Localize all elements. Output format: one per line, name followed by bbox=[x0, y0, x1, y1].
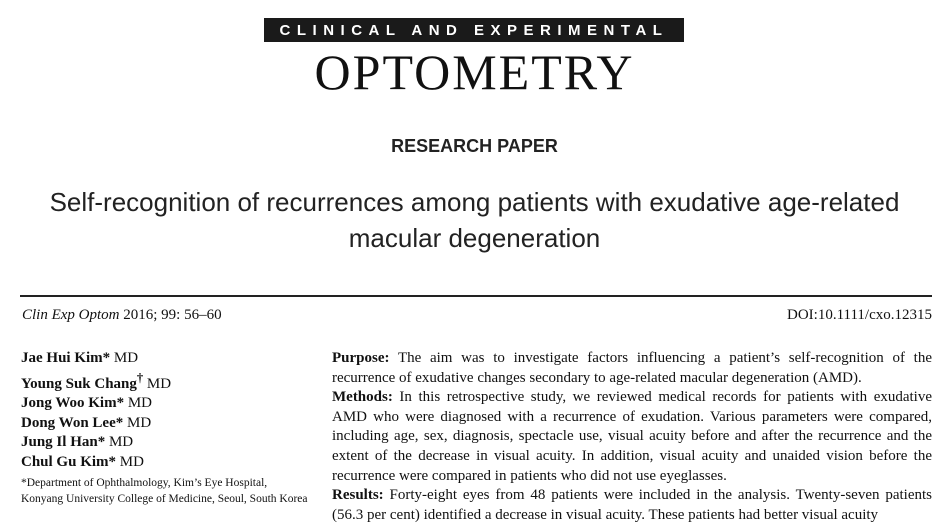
paper-title bbox=[0, 184, 949, 256]
author bbox=[21, 433, 321, 453]
author-name: Jung Il Han bbox=[21, 434, 98, 450]
citation bbox=[22, 307, 222, 324]
abstract-results bbox=[332, 486, 932, 525]
author-degree: MD bbox=[116, 453, 144, 470]
author-mark: * bbox=[108, 453, 117, 470]
author-mark: * bbox=[102, 350, 111, 366]
citation-journal: Clin Exp Optom bbox=[22, 307, 120, 323]
paper-title-line2: macular degeneration bbox=[348, 223, 601, 253]
author-list bbox=[21, 349, 321, 507]
author bbox=[21, 414, 321, 434]
abstract-methods bbox=[332, 388, 932, 486]
author-mark: † bbox=[136, 370, 144, 385]
author-name: Jong Woo Kim bbox=[21, 395, 117, 411]
author bbox=[21, 369, 321, 395]
author-mark: * bbox=[115, 414, 124, 431]
methods-heading: Methods: bbox=[332, 389, 393, 406]
author bbox=[21, 453, 321, 473]
author-name: Chul Gu Kim bbox=[21, 453, 109, 470]
purpose-heading: Purpose: bbox=[332, 350, 390, 366]
author-mark: * bbox=[97, 434, 106, 450]
author-mark: * bbox=[116, 395, 125, 411]
author-name: Dong Won Lee bbox=[21, 414, 116, 431]
methods-text: In this retrospective study, we reviewed medical records for patients with exudative AMD who were diagnosed with a recurrence of exudation. Various parameters were compared, including age, sex, diagnosis, spectacle use, visual acuity before and after the recurrence and the extent of the decrease in visual acuity. In addition, visual acuity and unaided vision before the recurrence were compared in patients who did not use eyeglasses. bbox=[332, 389, 932, 484]
results-text: Forty-eight eyes from 48 patients were included in the analysis. Twenty-seven patients (56.3 per cent) identified a decrease in visual acuity. These patients had better visual acuity bbox=[332, 487, 932, 523]
doi-link[interactable]: DOI:10.1111/cxo.12315 bbox=[787, 307, 932, 323]
author-degree: MD bbox=[143, 375, 172, 392]
author-name: Young Suk Chang bbox=[21, 375, 137, 392]
author-degree: MD bbox=[110, 350, 139, 366]
header-rule bbox=[20, 295, 932, 297]
author-degree: MD bbox=[105, 434, 134, 450]
purpose-text: The aim was to investigate factors influencing a patient’s self-recognition of the recurrence of exudative changes secondary to age-related macular degeneration (AMD). bbox=[332, 350, 932, 386]
abstract bbox=[332, 349, 932, 525]
results-heading: Results: bbox=[332, 487, 384, 504]
author-name: Jae Hui Kim bbox=[21, 350, 103, 366]
author bbox=[21, 394, 321, 414]
author bbox=[21, 349, 321, 369]
section-label: RESEARCH PAPER bbox=[391, 136, 558, 156]
paper-title-line1: Self-recognition of recurrences among patients with exudative age-related bbox=[49, 187, 900, 217]
author-degree: MD bbox=[124, 395, 152, 411]
citation-details: 2016; 99: 56–60 bbox=[119, 307, 222, 323]
journal-band: CLINICAL AND EXPERIMENTAL bbox=[264, 18, 684, 42]
affiliation: *Department of Ophthalmology, Kim’s Eye Hospital, Konyang University College of Medicine, Seoul, South Korea bbox=[21, 477, 308, 505]
journal-title: OPTOMETRY bbox=[314, 44, 635, 100]
abstract-purpose bbox=[332, 349, 932, 388]
author-degree: MD bbox=[123, 414, 152, 431]
